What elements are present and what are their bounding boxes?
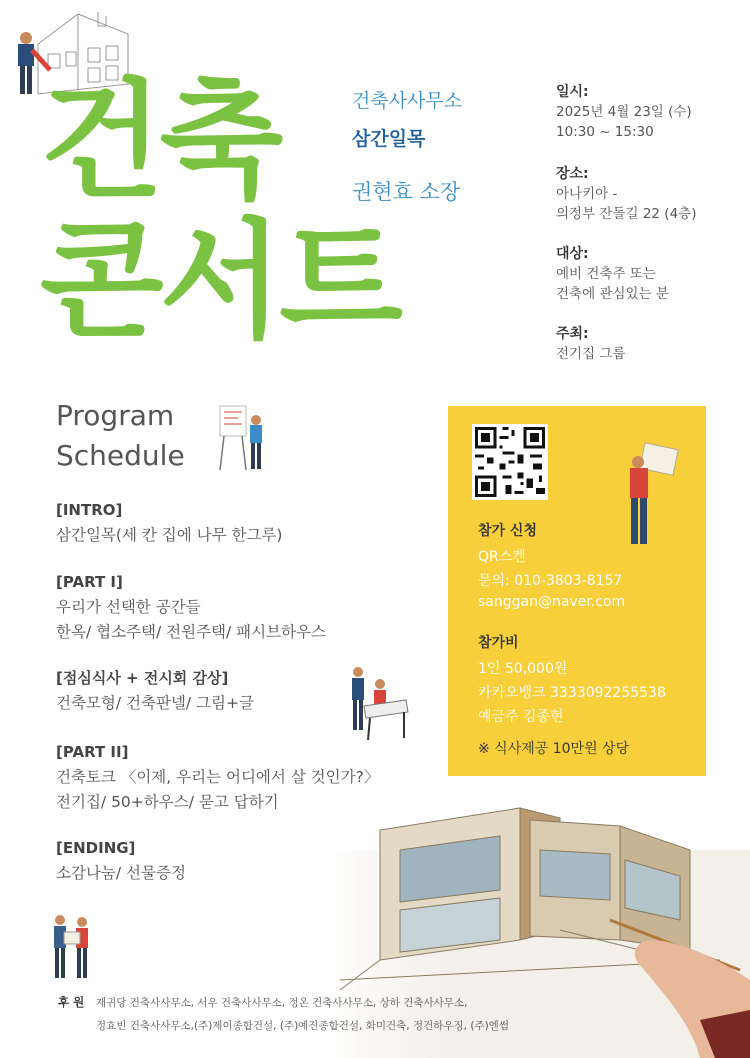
concert-title — [40, 67, 399, 356]
presenter-illustration — [216, 400, 268, 472]
info-place — [556, 164, 741, 224]
info-label: 장소: — [556, 166, 589, 182]
bank-account: 카카오뱅크 3333092255538 — [478, 685, 666, 701]
section-heading: [PART II] — [56, 743, 129, 761]
office-type: 건축사사무소 — [352, 90, 463, 112]
program-title-1: Program — [56, 399, 175, 432]
section-heading: [INTRO] — [56, 501, 123, 519]
section-line: 한옥/ 협소주택/ 전원주택/ 패시브하우스 — [56, 623, 327, 641]
section-part-1 — [56, 570, 326, 645]
section-lunch — [56, 666, 254, 716]
registration-box — [448, 406, 706, 776]
contact-phone[interactable]: 문의: 010-3803-8157 — [478, 573, 623, 589]
sponsor-line-1: 재귀당 건축사사무소, 서우 건축사사무소, 정온 건축사사무소, 상하 건축사사무소, — [96, 997, 468, 1009]
meal-note: ※ 식사제공 10만원 상당 — [478, 741, 630, 757]
section-intro — [56, 498, 282, 548]
info-line: 10:30 ~ 15:30 — [556, 124, 654, 140]
section-ending — [56, 836, 186, 886]
man-holding-blueprint-illustration — [620, 442, 680, 554]
section-line: 건축토크 〈이제, 우리는 어디에서 살 것인가?〉 — [56, 768, 380, 786]
section-heading: [ENDING] — [56, 839, 136, 857]
info-date — [556, 82, 741, 142]
info-target — [556, 244, 741, 304]
section-heading: [점심식사 + 전시회 감상] — [56, 669, 229, 687]
info-label: 대상: — [556, 246, 589, 262]
fee-amount: 1인 50,000원 — [478, 661, 568, 677]
info-host — [556, 324, 741, 364]
title-line-1: 건축 — [40, 67, 280, 216]
section-heading: [PART I] — [56, 573, 123, 591]
two-workers-illustration — [48, 910, 98, 982]
info-label: 일시: — [556, 84, 589, 100]
info-line: 전기집 그룹 — [556, 346, 626, 362]
account-holder: 예금주 김종현 — [478, 709, 564, 725]
fee-label: 참가비 — [478, 635, 519, 651]
workers-table-illustration — [344, 660, 410, 746]
section-line: 전기집/ 50+하우스/ 묻고 답하기 — [56, 793, 279, 811]
program-title-2: Schedule — [56, 439, 185, 472]
info-line: 예비 건축주 또는 — [556, 266, 656, 282]
info-line: 2025년 4월 23일 (수) — [556, 104, 692, 120]
qr-code[interactable] — [472, 424, 548, 500]
office-name: 삼간일목 — [352, 128, 426, 150]
section-line: 소감나눔/ 선물증정 — [56, 864, 186, 882]
sponsor-label: 후 원 — [58, 995, 85, 1009]
contact-email[interactable]: sanggan@naver.com — [478, 594, 626, 610]
title-line-2: 콘서트 — [40, 207, 399, 356]
info-label: 주최: — [556, 326, 589, 342]
speaker-name: 권현효 소장 — [352, 180, 461, 204]
apply-label: 참가 신청 — [478, 523, 537, 539]
section-line: 우리가 선택한 공간들 — [56, 598, 201, 616]
section-line: 건축모형/ 건축판넬/ 그림+글 — [56, 694, 254, 712]
info-line: 아나키아 - — [556, 186, 618, 202]
info-line: 건축에 관심있는 분 — [556, 286, 669, 302]
info-line: 의정부 잔돌길 22 (4층) — [556, 206, 697, 222]
program-schedule-heading — [56, 396, 185, 476]
section-line: 삼간일목(세 칸 집에 나무 한그루) — [56, 526, 283, 544]
qr-scan-text: QR스켄 — [478, 549, 526, 565]
sponsor-line-2: 정효빈 건축사사무소,(주)제이종합건설, (주)예진종합건설, 화미건축, 정건하우징, (주)엔썸 — [96, 1020, 509, 1032]
